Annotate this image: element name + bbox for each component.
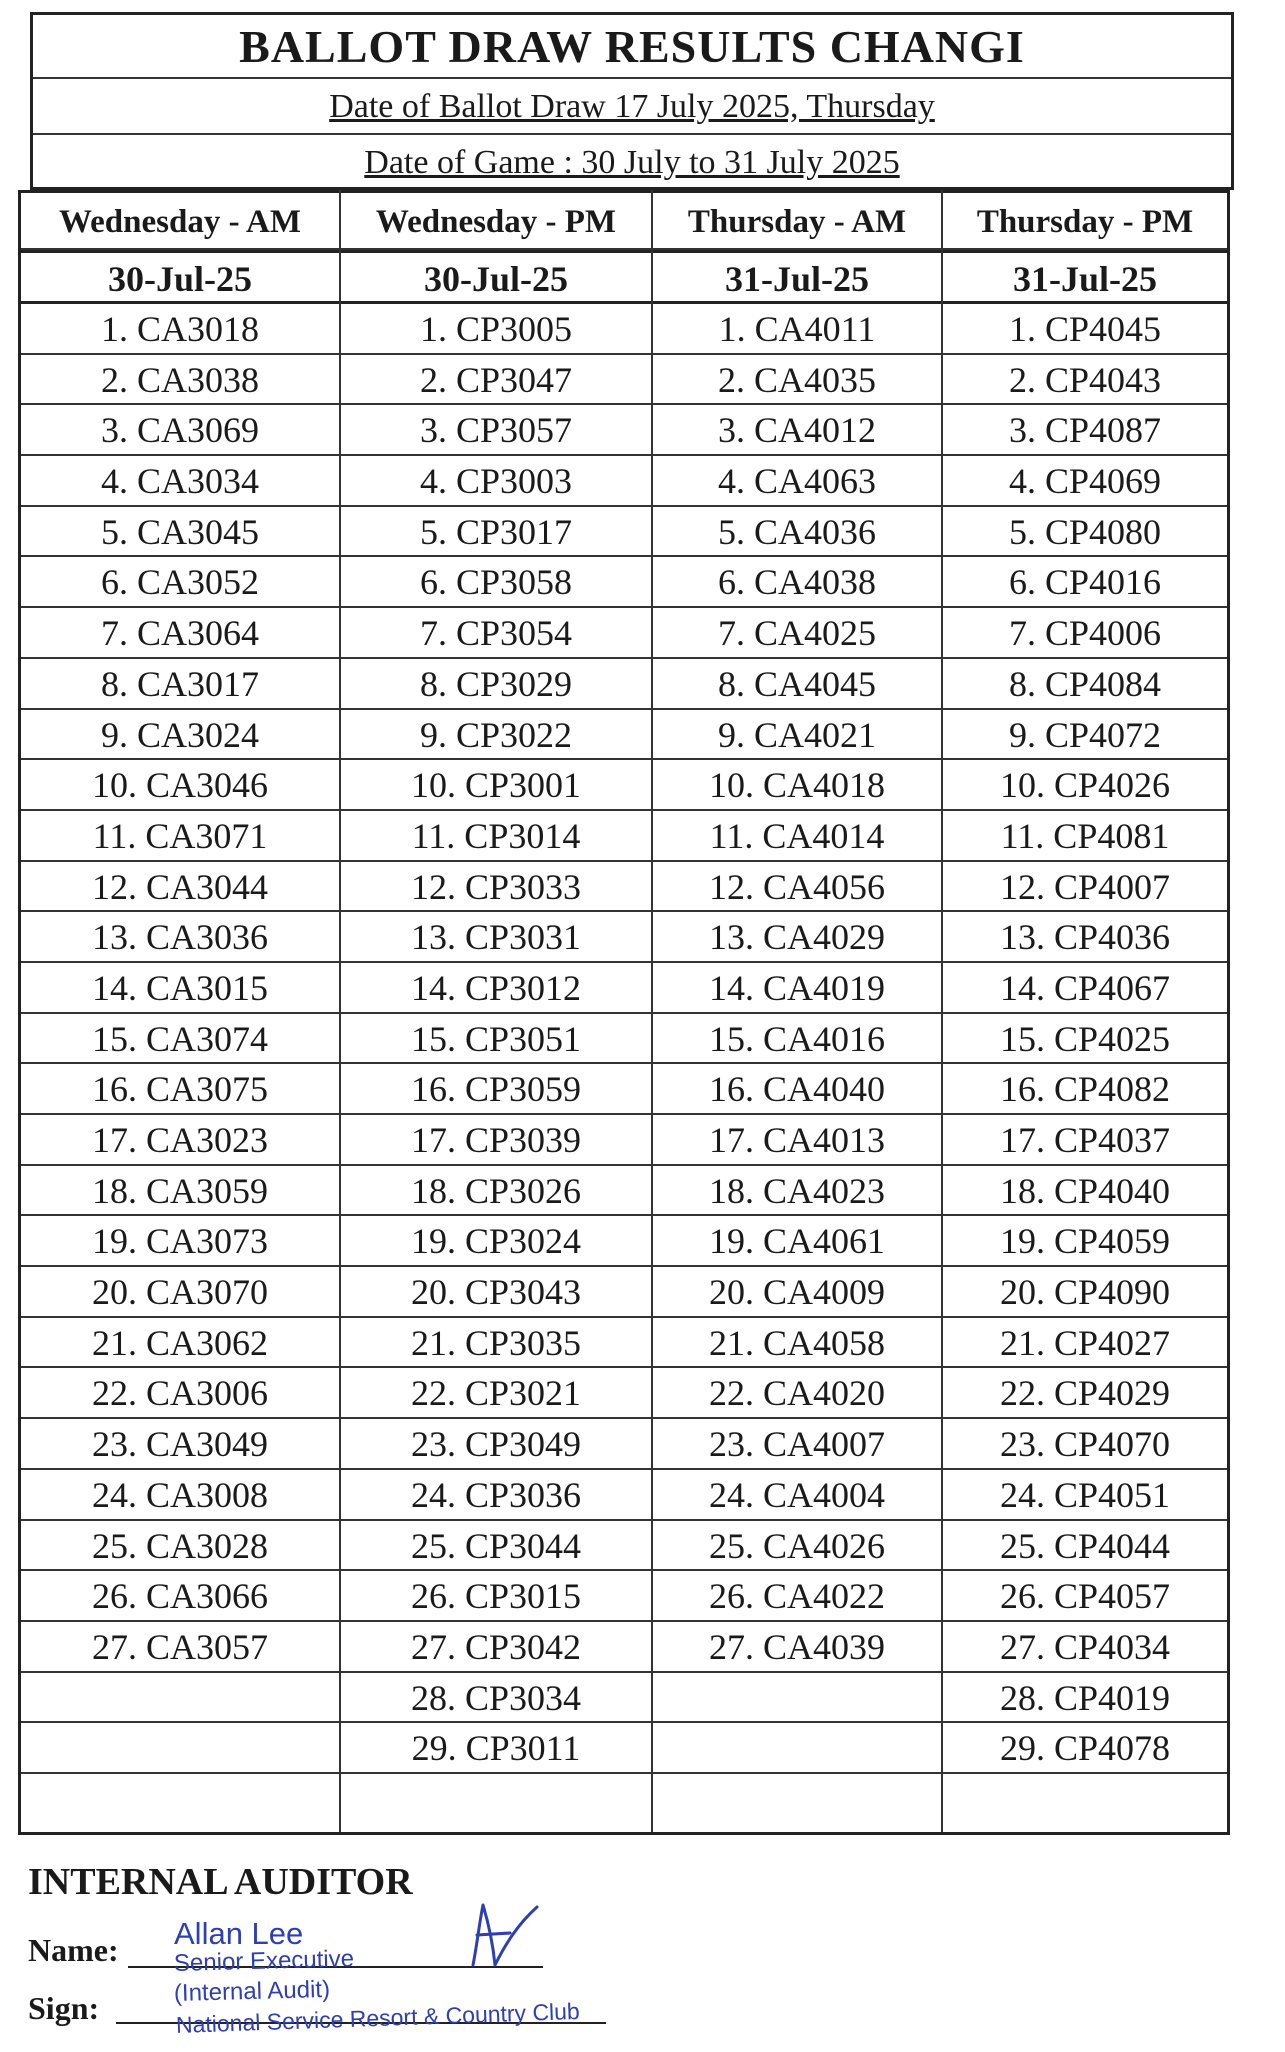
table-cell: 10. CA4018 [653,760,941,811]
table-cell: 21. CA3062 [21,1318,339,1369]
table-cell [21,1774,339,1825]
table-cell: 11. CA4014 [653,811,941,862]
table-cell: 8. CA3017 [21,659,339,710]
table-cell: 13. CA3036 [21,912,339,963]
table-cell: 4. CA4063 [653,456,941,507]
table-cell: 22. CP4029 [943,1368,1227,1419]
table-cell: 10. CP4026 [943,760,1227,811]
table-cell: 14. CA3015 [21,963,339,1014]
table-cell: 6. CP3058 [341,557,651,608]
table-cell: 12. CA4056 [653,862,941,913]
table-cell: 3. CP4087 [943,405,1227,456]
table-cell: 19. CP3024 [341,1216,651,1267]
table-cell: 9. CP3022 [341,710,651,761]
table-cell: 8. CA4045 [653,659,941,710]
table-cell: 5. CA4036 [653,507,941,558]
table-cell: 16. CP4082 [943,1064,1227,1115]
column-date-header: 30-Jul-25 [21,250,339,304]
table-cell: 15. CP4025 [943,1014,1227,1065]
table-cell [21,1723,339,1774]
table-cell: 23. CP3049 [341,1419,651,1470]
signature-mark [455,1895,545,1975]
sign-label: Sign: [28,1990,100,2026]
table-cell: 25. CA4026 [653,1521,941,1572]
table-cell: 19. CA4061 [653,1216,941,1267]
table-cell: 16. CP3059 [341,1064,651,1115]
table-cell: 18. CA3059 [21,1166,339,1217]
table-cell: 20. CP3043 [341,1267,651,1318]
table-cell: 18. CP4040 [943,1166,1227,1217]
column-date-header: 30-Jul-25 [341,250,651,304]
table-cell: 6. CP4016 [943,557,1227,608]
table-cell: 14. CA4019 [653,963,941,1014]
table-cell: 24. CA4004 [653,1470,941,1521]
column-date-header: 31-Jul-25 [943,250,1227,304]
column-thu-am [653,190,943,1832]
table-cell: 27. CA3057 [21,1622,339,1673]
table-cell: 2. CA4035 [653,355,941,406]
table-cell: 8. CP4084 [943,659,1227,710]
table-cell: 4. CP4069 [943,456,1227,507]
table-cell: 22. CP3021 [341,1368,651,1419]
name-label: Name: [28,1932,119,1968]
table-cell: 22. CA3006 [21,1368,339,1419]
table-cell: 7. CP3054 [341,608,651,659]
column-wed-pm [341,190,653,1832]
table-cell: 25. CP4044 [943,1521,1227,1572]
header-box [30,12,1234,190]
table-cell: 7. CP4006 [943,608,1227,659]
table-cell: 7. CA4025 [653,608,941,659]
table-cell: 11. CP4081 [943,811,1227,862]
table-cell: 17. CA3023 [21,1115,339,1166]
table-cell: 2. CA3038 [21,355,339,406]
draw-date: Date of Ballot Draw 17 July 2025, Thursday [329,88,935,125]
table-cell: 13. CA4029 [653,912,941,963]
table-cell: 11. CA3071 [21,811,339,862]
table-cell: 29. CP4078 [943,1723,1227,1774]
table-cell: 1. CA3018 [21,304,339,355]
column-thu-pm [943,190,1227,1832]
table-cell: 5. CP4080 [943,507,1227,558]
table-cell: 2. CP3047 [341,355,651,406]
table-cell [21,1673,339,1724]
table-cell: 10. CA3046 [21,760,339,811]
table-cell: 27. CP4034 [943,1622,1227,1673]
table-cell: 24. CP4051 [943,1470,1227,1521]
table-cell: 4. CP3003 [341,456,651,507]
results-table [18,190,1230,1835]
table-cell [943,1774,1227,1825]
title-row [33,15,1231,79]
table-cell: 23. CP4070 [943,1419,1227,1470]
table-cell: 13. CP3031 [341,912,651,963]
table-cell: 1. CP4045 [943,304,1227,355]
table-cell: 6. CA4038 [653,557,941,608]
table-cell: 5. CA3045 [21,507,339,558]
column-wed-am [21,190,341,1832]
table-cell: 17. CP4037 [943,1115,1227,1166]
game-date-row [33,135,1231,190]
table-cell: 20. CA4009 [653,1267,941,1318]
column-day-header: Thursday - AM [653,190,941,250]
table-cell: 17. CP3039 [341,1115,651,1166]
column-day-header: Wednesday - PM [341,190,651,250]
table-cell: 26. CP3015 [341,1571,651,1622]
table-cell: 14. CP4067 [943,963,1227,1014]
table-cell: 26. CA3066 [21,1571,339,1622]
table-cell: 3. CA4012 [653,405,941,456]
table-cell: 15. CA3074 [21,1014,339,1065]
table-cell: 29. CP3011 [341,1723,651,1774]
table-cell: 21. CP3035 [341,1318,651,1369]
table-cell: 9. CA3024 [21,710,339,761]
table-cell: 1. CP3005 [341,304,651,355]
table-cell: 8. CP3029 [341,659,651,710]
table-cell: 13. CP4036 [943,912,1227,963]
column-date-header: 31-Jul-25 [653,250,941,304]
stamp-title: Senior Executive [173,1945,355,1977]
table-cell: 24. CP3036 [341,1470,651,1521]
table-cell: 20. CP4090 [943,1267,1227,1318]
table-cell: 9. CP4072 [943,710,1227,761]
table-cell: 14. CP3012 [341,963,651,1014]
table-cell: 16. CA3075 [21,1064,339,1115]
stamp-dept: (Internal Audit) [173,1975,331,2007]
table-cell: 18. CA4023 [653,1166,941,1217]
table-cell: 12. CP4007 [943,862,1227,913]
table-cell [653,1673,941,1724]
table-cell: 26. CA4022 [653,1571,941,1622]
table-cell: 9. CA4021 [653,710,941,761]
table-cell: 11. CP3014 [341,811,651,862]
table-cell: 5. CP3017 [341,507,651,558]
table-cell: 12. CP3033 [341,862,651,913]
table-cell: 4. CA3034 [21,456,339,507]
stamp-org: National Service Resort & Country Club [175,1997,581,2038]
table-cell: 18. CP3026 [341,1166,651,1217]
game-date: Date of Game : 30 July to 31 July 2025 [364,144,900,181]
table-cell [341,1774,651,1825]
table-cell: 12. CA3044 [21,862,339,913]
table-cell: 19. CA3073 [21,1216,339,1267]
draw-date-row [33,79,1231,135]
table-cell: 21. CP4027 [943,1318,1227,1369]
table-cell: 24. CA3008 [21,1470,339,1521]
table-cell: 20. CA3070 [21,1267,339,1318]
stamp-name: Allan Lee [174,1916,304,1951]
table-cell: 25. CA3028 [21,1521,339,1572]
table-cell: 23. CA4007 [653,1419,941,1470]
table-cell: 27. CA4039 [653,1622,941,1673]
table-cell: 17. CA4013 [653,1115,941,1166]
table-cell: 22. CA4020 [653,1368,941,1419]
table-cell [653,1723,941,1774]
table-cell: 21. CA4058 [653,1318,941,1369]
table-cell: 28. CP3034 [341,1673,651,1724]
table-cell: 15. CA4016 [653,1014,941,1065]
table-cell: 7. CA3064 [21,608,339,659]
table-cell: 27. CP3042 [341,1622,651,1673]
table-cell: 15. CP3051 [341,1014,651,1065]
table-cell: 19. CP4059 [943,1216,1227,1267]
table-cell: 23. CA3049 [21,1419,339,1470]
table-cell: 3. CA3069 [21,405,339,456]
table-cell: 28. CP4019 [943,1673,1227,1724]
table-cell: 16. CA4040 [653,1064,941,1115]
table-cell: 25. CP3044 [341,1521,651,1572]
table-cell: 3. CP3057 [341,405,651,456]
table-cell: 1. CA4011 [653,304,941,355]
table-cell: 10. CP3001 [341,760,651,811]
page-title: BALLOT DRAW RESULTS CHANGI [239,21,1025,72]
table-cell: 6. CA3052 [21,557,339,608]
column-day-header: Thursday - PM [943,190,1227,250]
column-day-header: Wednesday - AM [21,190,339,250]
table-cell [653,1774,941,1825]
table-cell: 26. CP4057 [943,1571,1227,1622]
table-cell: 2. CP4043 [943,355,1227,406]
auditor-heading: INTERNAL AUDITOR [28,1861,413,1903]
